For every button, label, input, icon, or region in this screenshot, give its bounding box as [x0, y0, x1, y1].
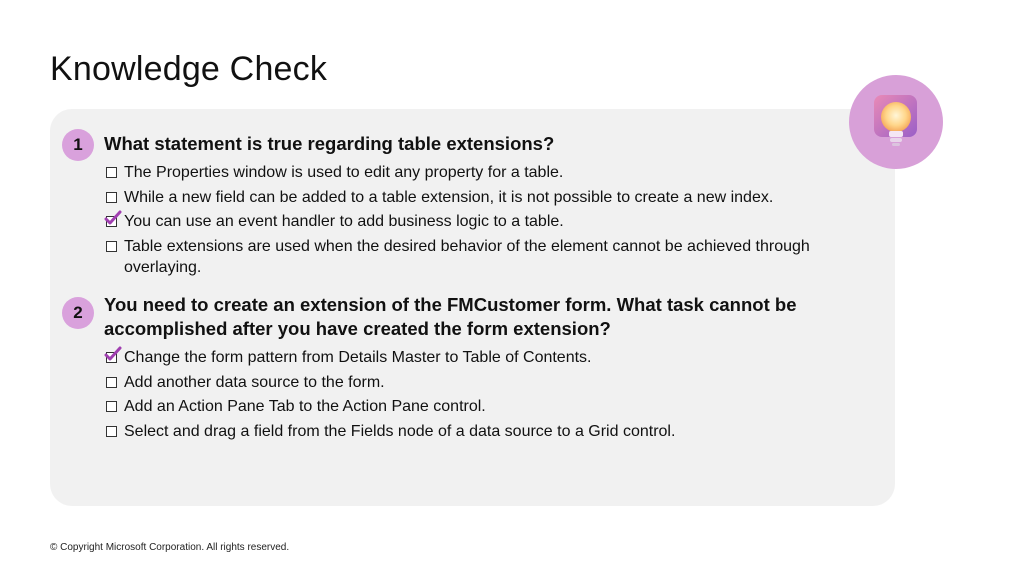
answer-option[interactable]	[104, 421, 824, 442]
answer-text: Select and drag a field from the Fields node of a data source to a Grid control.	[124, 422, 676, 440]
answer-option[interactable]	[104, 372, 824, 393]
question-text: You need to create an extension of the FMCustomer form. What task cannot be accomplished after you have created the form extension?	[104, 294, 797, 339]
checkbox-icon[interactable]	[106, 401, 117, 412]
checkbox-icon[interactable]	[106, 167, 117, 178]
answer-text: You can use an event handler to add business logic to a table.	[124, 213, 564, 230]
question-card	[50, 109, 895, 506]
checkbox-icon[interactable]	[106, 241, 117, 252]
checkbox-icon[interactable]	[106, 426, 117, 437]
answer-text: The Properties window is used to edit any property for a table.	[124, 164, 564, 181]
answer-option[interactable]	[104, 396, 824, 417]
answer-text: Table extensions are used when the desired behavior of the element cannot be achieved through overlaying.	[124, 237, 810, 276]
question-1	[62, 129, 824, 281]
question-number-badge: 2	[62, 297, 94, 329]
question-number-badge: 1	[62, 129, 94, 161]
answer-option[interactable]	[104, 162, 824, 183]
answer-option-correct[interactable]	[104, 211, 824, 232]
answer-list	[104, 162, 824, 278]
lightbulb-icon	[849, 75, 943, 169]
answer-text: Add an Action Pane Tab to the Action Pane control.	[124, 398, 486, 415]
answer-text: Change the form pattern from Details Master to Table of Contents.	[124, 349, 592, 366]
answer-text: Add another data source to the form.	[124, 373, 385, 391]
answer-text: While a new field can be added to a table extension, it is not possible to create a new index.	[124, 188, 774, 206]
answer-option-correct[interactable]	[104, 347, 824, 368]
checkmark-icon	[104, 210, 122, 226]
checkbox-icon[interactable]	[106, 192, 117, 203]
checkmark-icon	[104, 346, 122, 362]
lightbulb-badge	[849, 75, 943, 169]
copyright-footer: © Copyright Microsoft Corporation. All rights reserved.	[50, 542, 290, 553]
question-text: What statement is true regarding table extensions?	[104, 133, 555, 154]
checkbox-icon[interactable]	[106, 377, 117, 388]
answer-list	[104, 347, 824, 442]
answer-option[interactable]	[104, 187, 824, 208]
page-title: Knowledge Check	[50, 50, 328, 88]
answer-option[interactable]	[104, 236, 824, 278]
question-2	[62, 293, 824, 445]
